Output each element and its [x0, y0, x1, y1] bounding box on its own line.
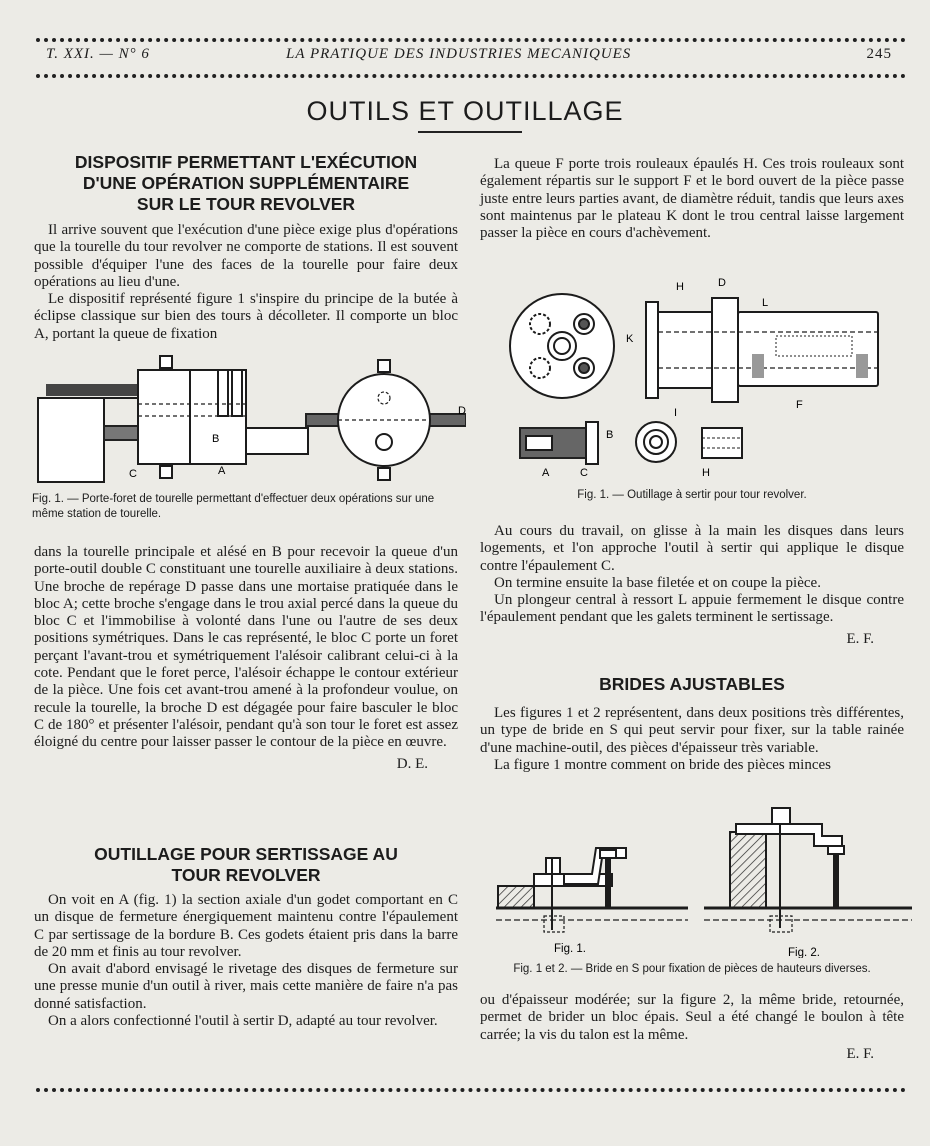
label-k: K [626, 333, 634, 345]
article2-paragraph-3: On a alors confectionné l'outil à sertir D, adapté au tour revolver. [48, 1013, 438, 1030]
figure-brides [492, 800, 916, 958]
article3-title: BRIDES AJUSTABLES [599, 674, 785, 694]
article1-paragraph-2: Le dispositif représenté figure 1 s'inspire du principe de la butée à éclipse classique sur bien des tours à décolleter. Il comporte un bloc A, portant la queue de fixation [34, 291, 458, 342]
article1-continued [34, 544, 458, 773]
article2-start [34, 844, 458, 1030]
label-c2: C [580, 467, 588, 479]
article1-paragraph-1: Il arrive souvent que l'exécution d'une pièce exige plus d'opérations que la tourelle du tour revolver ne comporte de stations. Il est souvent possible d'équiper l'une des faces de la tourelle pour faire deux opérations au lieu d'une. [34, 222, 458, 290]
article1-signature: D. E. [396, 755, 428, 772]
header-dotted-rule [36, 74, 906, 78]
label-h2: H [702, 467, 710, 479]
article2-paragraph-2: On avait d'abord envisagé le rivetage des disques de fermeture sur une presse munie d'un outil à river, mais cette manière de faire n'a pas donné satisfaction. [34, 961, 458, 1012]
label-b2: B [606, 429, 614, 441]
article2-signature: E. F. [846, 630, 874, 647]
top-dotted-rule [36, 38, 906, 42]
figure-brides-caption: Fig. 1 et 2. — Bride en S pour fixation de pièces de hauteurs diverses. [513, 963, 871, 975]
article2-paragraph-7: Un plongeur central à ressort L appuie fermement le disque contre l'épaulement pendant que les galets terminent le sertissage. [480, 592, 904, 626]
article1-title: DISPOSITIF PERMETTANT L'EXÉCUTION D'UNE OPÉRATION SUPPLÉMENTAIRE SUR LE TOUR REVOLVER [74, 152, 418, 214]
article3-paragraph-2: La figure 1 montre comment on bride des pièces minces [494, 756, 831, 773]
running-header [36, 44, 906, 70]
label-d: D [458, 405, 466, 417]
article3-paragraph-3: ou d'épaisseur modérée; sur la figure 2, la même bride, retournée, permet de brider un bloc épais. Seul a été changé le boulon à tête carrée; la vis du talon est la même. [480, 992, 904, 1043]
article2-title: OUTILLAGE POUR SERTISSAGE AU TOUR REVOLVER [94, 844, 398, 885]
label-i: I [674, 407, 678, 419]
label-d2: D [718, 277, 726, 289]
figure-outillage-sertir [506, 276, 886, 482]
bottom-dotted-rule [36, 1088, 906, 1092]
article3-signature: E. F. [846, 1045, 874, 1062]
page-number: 245 [866, 46, 892, 62]
section-title: OUTILS ET OUTILLAGE [306, 96, 624, 126]
article2-paragraph-1: On voit en A (fig. 1) la section axiale d'un godet comportant en C un disque de fermeture énergiquement maintenu contre l'épaulement C par sertissage de la bordure B. Ces godets étaient pris dans la barre de 20 mm et finis au tour revolver. [34, 892, 458, 960]
label-h: H [676, 281, 684, 293]
article3 [480, 674, 904, 774]
article1-top [34, 152, 458, 343]
article2-paragraph-6: On termine ensuite la base filetée et on coupe la pièce. [494, 574, 821, 591]
label-b: B [212, 433, 220, 445]
article2-paragraph-5: Au cours du travail, on glisse à la main les disques dans leurs logements, et l'on approche l'outil à sertir qui applique le disque contre l'épaulement C. [480, 523, 904, 574]
journal-title: LA PRATIQUE DES INDUSTRIES MECANIQUES [286, 46, 632, 62]
label-a2: A [542, 467, 550, 479]
article2-paragraph-4: La queue F porte trois rouleaux épaulés H. Ces trois rouleaux sont également répartis sur le support F et le bord ouvert de la pièce passe juste entre leurs parties avant, de diamètre réduit, tandis que leurs axes sont maintenus par le plateau K dont le trou central laisse largement passer la pièce en cours d'achèvement. [480, 156, 904, 242]
article3-paragraph-1: Les figures 1 et 2 représentent, dans deux positions très différentes, un type de bride en S qui peut servir pour fixer, sur la table rainée d'une machine-outil, des pièces d'épaisseur très variable. [480, 705, 904, 756]
figure-porte-foret [34, 352, 466, 484]
fig2-label: Fig. 2. [788, 947, 820, 958]
label-l: L [762, 297, 769, 309]
label-a: A [218, 465, 226, 477]
article2-continued [480, 156, 904, 242]
outillage-sertir-drawing [506, 276, 886, 482]
figure-sertir-caption: Fig. 1. — Outillage à sertir pour tour revolver. [577, 489, 807, 501]
figure1-caption: Fig. 1. — Porte-foret de tourelle permettant d'effectuer deux opérations sur une même station de tourelle. [32, 493, 435, 520]
article3-continued [480, 992, 904, 1063]
porte-foret-drawing [34, 352, 466, 484]
fig1-label: Fig. 1. [554, 943, 586, 955]
article1-paragraph-3: dans la tourelle principale et alésé en B pour recevoir la queue d'un porte-outil double C constituant une tourelle auxiliaire à deux stations. Une broche de repérage D passe dans une mortaise pratiquée dans le bloc A; cette broche s'engage dans le trou axial percé dans la queue du bloc C et l'immobilise à volonté dans l'une ou l'autre de ses deux positions symétriques. Dans le cas représenté, le bloc C porte un foret perçant l'avant-trou et symétriquement l'alésoir calibrant celui-ci à la cote. Pendant que le foret perce, l'alésoir échappe le contour extérieur de la pièce. Une fois cet avant-trou amené à la profondeur voulue, on recule la tourelle, la broche D est dégagée pour faire basculer le bloc C de 180° et présenter l'alésoir, pendant qu'à son tour le foret est assez éloigné du centre pour laisser passer le contour de la pièce en œuvre. [34, 544, 458, 751]
label-f: F [796, 399, 803, 411]
issue-number: T. XXI. — N° 6 [46, 46, 150, 62]
brides-drawing [492, 800, 916, 958]
article2-end [480, 523, 904, 648]
label-c: C [129, 468, 137, 480]
title-rule [418, 131, 522, 133]
